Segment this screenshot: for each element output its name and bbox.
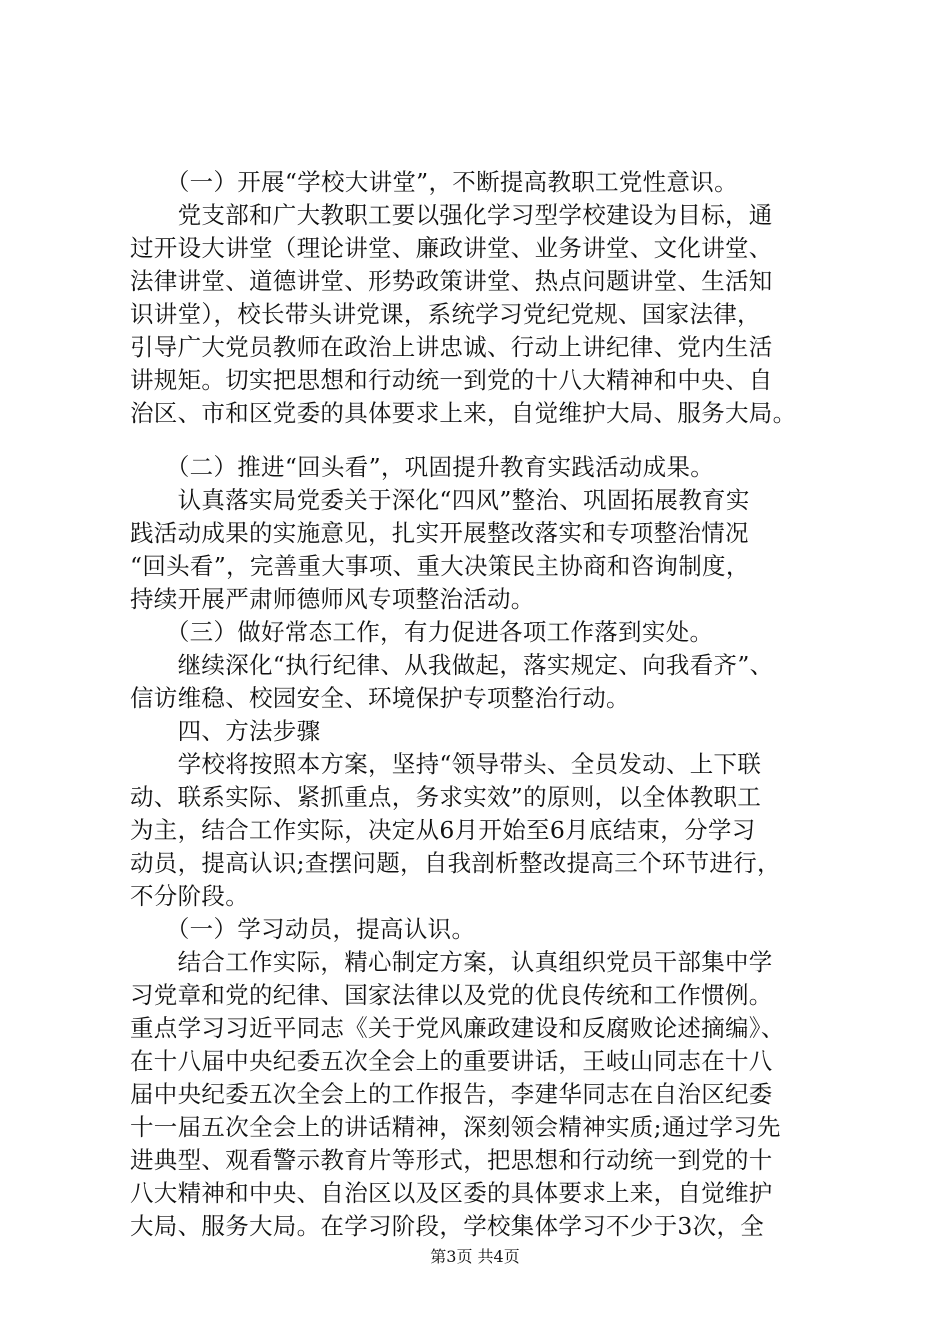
heading-line: （三）做好常态工作，有力促进各项工作落到实处。	[130, 618, 714, 646]
heading-line: （二）推进“回头看”，巩固提升教育实践活动成果。	[130, 453, 715, 481]
paragraph-line: 不分阶段。	[130, 882, 249, 910]
paragraph-line: 为主，结合工作实际，决定从6月开始至6月底结束，分学习	[130, 816, 756, 844]
paragraph-line: 八大精神和中央、自治区以及区委的具体要求上来，自觉维护	[130, 1179, 773, 1207]
paragraph-line: 讲规矩。切实把思想和行动统一到党的十八大精神和中央、自	[130, 366, 773, 394]
paragraph-line: “回头看”，完善重大事项、重大决策民主协商和咨询制度，	[130, 552, 750, 580]
paragraph-line: 十一届五次全会上的讲话精神，深刻领会精神实质;通过学习先	[130, 1113, 781, 1141]
paragraph-line: 治区、市和区党委的具体要求上来，自觉维护大局、服务大局。	[130, 399, 797, 427]
heading-line: （一）学习动员，提高认识。	[130, 915, 476, 943]
paragraph-line: 结合工作实际，精心制定方案，认真组织党员干部集中学	[130, 948, 773, 976]
paragraph-line: 学校将按照本方案，坚持“领导带头、全员发动、上下联	[130, 750, 762, 778]
paragraph-line: 大局、服务大局。在学习阶段，学校集体学习不少于3次，全	[130, 1212, 765, 1240]
paragraph-line: 动员，提高认识;查摆问题，自我剖析整改提高三个环节进行，	[130, 849, 781, 877]
paragraph-line: 在十八届中央纪委五次全会上的重要讲话，王岐山同志在十八	[130, 1047, 773, 1075]
paragraph-line: 持续开展严肃师德师风专项整治活动。	[130, 585, 535, 613]
paragraph-line: 习党章和党的纪律、国家法律以及党的优良传统和工作惯例。	[130, 981, 773, 1009]
paragraph-line: 法律讲堂、道德讲堂、形势政策讲堂、热点问题讲堂、生活知	[130, 267, 773, 295]
paragraph-line: 识讲堂），校长带头讲党课，系统学习党纪党规、国家法律，	[130, 300, 761, 328]
section-heading: 四、方法步骤	[130, 717, 321, 745]
paragraph-line: 过开设大讲堂（理论讲堂、廉政讲堂、业务讲堂、文化讲堂、	[130, 234, 773, 262]
paragraph-line: 继续深化“执行纪律、从我做起，落实规定、向我看齐”、	[130, 651, 774, 679]
paragraph-line: 党支部和广大教职工要以强化学习型学校建设为目标，通	[130, 201, 773, 229]
paragraph-line: 信访维稳、校园安全、环境保护专项整治行动。	[130, 684, 630, 712]
paragraph-line: 引导广大党员教师在政治上讲忠诚、行动上讲纪律、党内生活	[130, 333, 773, 361]
page-number-footer: 第3页 共4页	[430, 1247, 520, 1266]
paragraph-line: 届中央纪委五次全会上的工作报告，李建华同志在自治区纪委	[130, 1080, 773, 1108]
paragraph-line: 进典型、观看警示教育片等形式，把思想和行动统一到党的十	[130, 1146, 773, 1174]
paragraph-line: 重点学习习近平同志《关于党风廉政建设和反腐败论述摘编》、	[130, 1014, 785, 1042]
paragraph-line: 践活动成果的实施意见，扎实开展整改落实和专项整治情况	[130, 519, 749, 547]
paragraph-line: 动、联系实际、紧抓重点，务求实效”的原则，以全体教职工	[130, 783, 762, 811]
heading-line: （一）开展“学校大讲堂”，不断提高教职工党性意识。	[130, 168, 738, 196]
paragraph-line: 认真落实局党委关于深化“四风”整治、巩固拓展教育实	[130, 486, 750, 514]
